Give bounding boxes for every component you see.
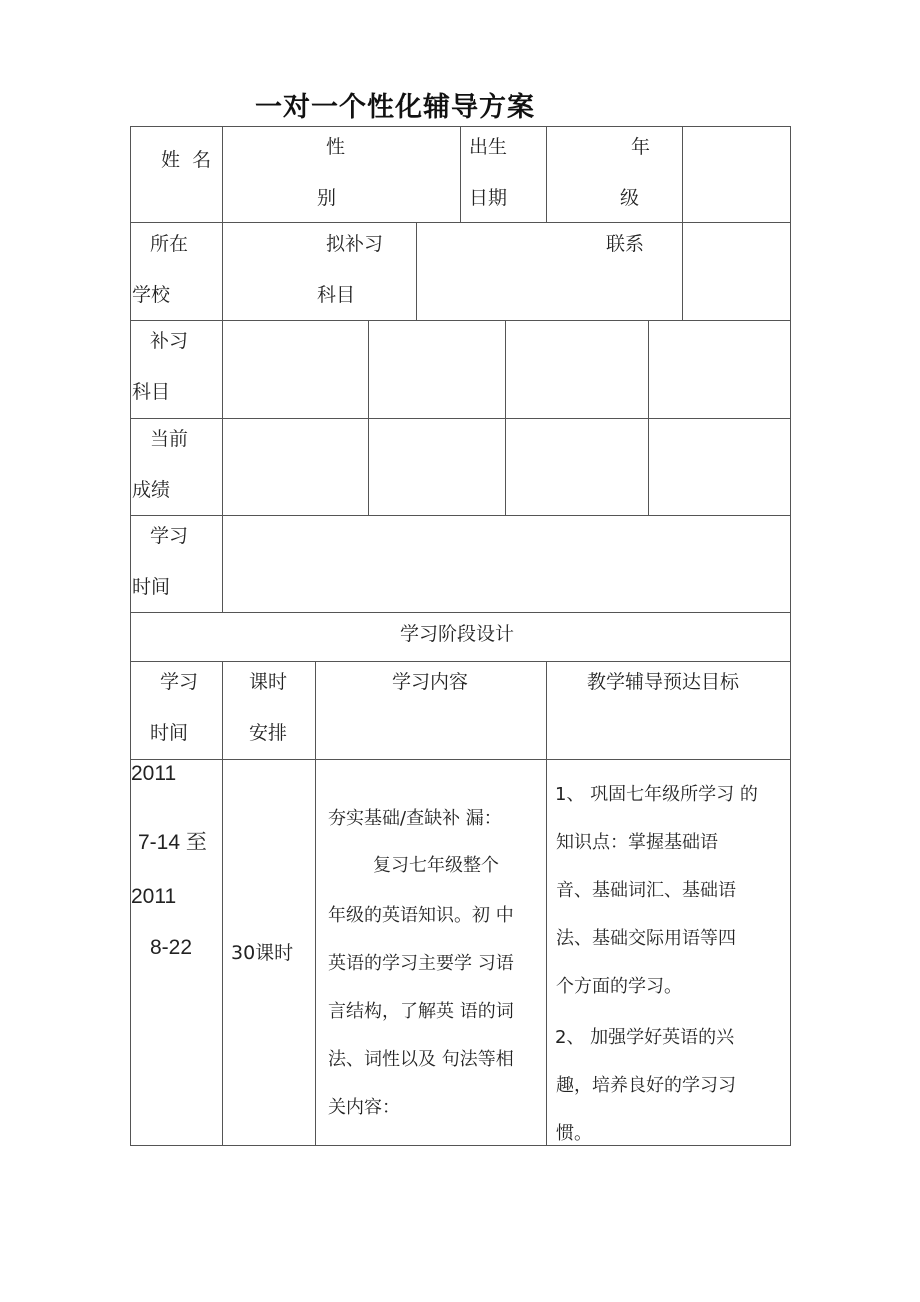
date-end-year: 2011 [131,885,177,908]
goal-line: 惯。 [556,1123,592,1144]
goal-line: 1、 巩固七年级所学习 的 [555,784,758,805]
goal-line: 法、基础交际用语等四 [556,928,736,949]
content-line: 英语的学习主要学 习语 [328,953,514,974]
label-study-time-line2: 时间 [132,576,171,598]
column-divider [222,661,223,1146]
row-divider [130,759,791,760]
header-hours-line1: 课时 [249,671,288,693]
column-divider [505,320,506,516]
table-border-left [130,126,131,1146]
hours-value: 30课时 [231,942,294,964]
content-line: 年级的英语知识。初 中 [328,905,514,926]
label-gender-line1: 性 [326,136,346,158]
document-title: 一对一个性化辅导方案 [255,92,535,123]
table-border-right [790,126,791,1146]
column-divider [546,126,547,223]
row-divider [130,612,791,613]
label-school-line2: 学校 [132,284,171,306]
goal-line: 趣，培养良好的学习习 [556,1075,736,1096]
goal-line: 2、 加强学好英语的兴 [555,1027,735,1048]
column-divider [416,222,417,321]
content-line: 言结构，了解英 语的词 [328,1001,514,1022]
header-goal: 教学辅导预达目标 [587,671,740,693]
column-divider [315,661,316,1146]
goal-line: 知识点：掌握基础语 [556,832,718,853]
date-start-month-day: 7-14 至 [138,831,207,854]
label-current-score-line2: 成绩 [132,479,171,501]
column-divider [368,320,369,516]
row-divider [130,661,791,662]
label-planned-subject-line1: 拟补习 [326,233,384,255]
date-start-year: 2011 [131,762,177,785]
label-birth-line2: 日期 [469,187,508,209]
row-divider [130,320,791,321]
column-divider [460,126,461,223]
row-divider [130,418,791,419]
label-planned-subject-line2: 科目 [317,284,356,306]
header-content: 学习内容 [392,671,469,693]
date-end-month-day: 8-22 [150,936,193,959]
label-grade-line2: 级 [620,187,640,209]
column-divider [682,222,683,321]
column-divider [222,126,223,613]
header-time-line2: 时间 [150,722,189,744]
header-hours-line2: 安排 [249,722,288,744]
label-gender-line2: 别 [317,187,337,209]
content-line: 复习七年级整个 [373,855,499,876]
column-divider [682,126,683,223]
content-line: 关内容： [328,1097,400,1118]
label-study-time-line1: 学习 [150,525,189,547]
label-contact: 联系 [606,233,645,255]
label-grade-line1: 年 [631,136,651,158]
content-line: 法、词性以及 句法等相 [328,1049,514,1070]
label-birth-line1: 出生 [469,136,508,158]
stage-section-heading: 学习阶段设计 [400,623,515,645]
header-time-line1: 学习 [160,671,199,693]
label-tutor-subject-line1: 补习 [150,330,189,352]
row-divider [130,515,791,516]
label-current-score-line1: 当前 [150,428,189,450]
column-divider [546,661,547,1146]
goal-line: 音、基础词汇、基础语 [556,880,736,901]
label-school-line1: 所在 [150,233,189,255]
label-name: 姓 名 [161,149,212,171]
table-border-bottom [130,1145,791,1146]
goal-line: 个方面的学习。 [556,976,682,997]
column-divider [648,320,649,516]
label-tutor-subject-line2: 科目 [132,381,171,403]
content-line: 夯实基础/查缺补 漏： [328,808,502,829]
